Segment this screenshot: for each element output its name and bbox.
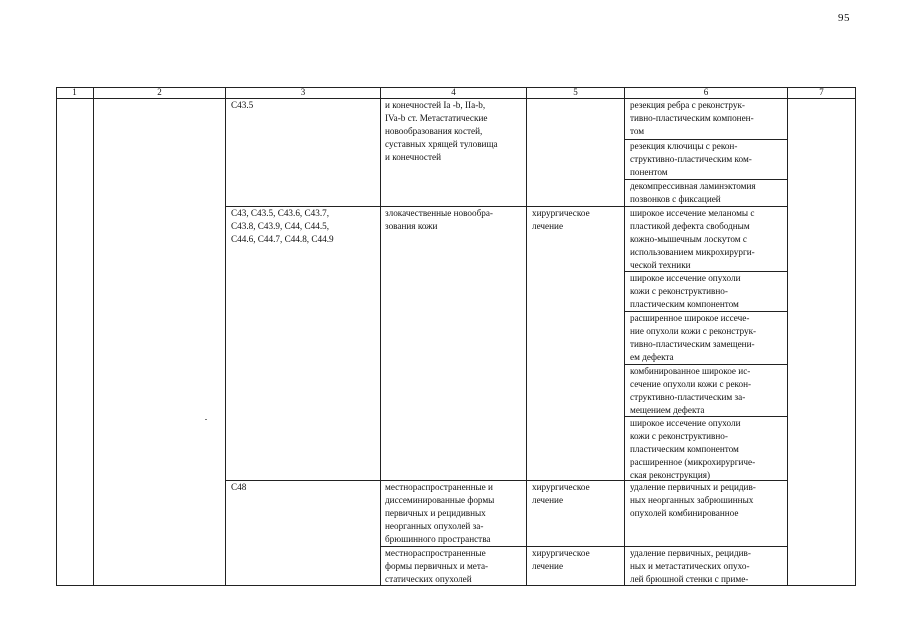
col-header-2: 2 bbox=[157, 87, 162, 97]
cell-diagnosis: злокачественные новообра- зования кожи bbox=[385, 208, 493, 231]
cell-treatment: хирургическое лечение bbox=[532, 208, 590, 231]
cell-diagnosis: местнораспространенные и диссеминированные формы первичных и рецидивных неорганных опухолей за- брюшинного пространства bbox=[385, 482, 495, 544]
col-header-7: 7 bbox=[819, 87, 824, 97]
col-header-1: 1 bbox=[72, 87, 77, 97]
cell-treatment: хирургическое лечение bbox=[532, 482, 590, 505]
cell-method: широкое иссечение меланомы с пластикой дефекта свободным кожно-мышечным лоскутом с использованием микрохирурги- ческой техники bbox=[630, 208, 755, 270]
col-divider-1 bbox=[93, 87, 94, 586]
col-divider-2 bbox=[225, 87, 226, 586]
medical-table bbox=[56, 87, 856, 586]
cell-method: резекция ребра с реконструк- тивно-пластическим компонен- том bbox=[630, 100, 754, 136]
cell-code: C43.5 bbox=[231, 100, 254, 110]
scan-speck bbox=[205, 419, 207, 420]
table-border-right bbox=[855, 87, 856, 586]
cell-diagnosis: и конечностей Ia -b, IIa-b, IVa-b ст. Метастатические новообразования костей, суставных хрящей туловища и конечностей bbox=[385, 100, 498, 162]
cell-diagnosis: местнораспространенные формы первичных и мета- статических опухолей bbox=[385, 548, 489, 584]
col-header-6: 6 bbox=[703, 87, 709, 97]
cell-code: C48 bbox=[231, 482, 247, 492]
cell-method: резекция ключицы с рекон- структивно-пластическим ком- понентом bbox=[630, 141, 752, 177]
col-divider-4 bbox=[526, 87, 527, 586]
cell-method: декомпрессивная ламинэктомия позвонков с фиксацией bbox=[630, 181, 756, 204]
cell-method: удаление первичных, рецидив- ных и метастатических опухо- лей брюшной стенки с приме- bbox=[630, 548, 751, 584]
cell-code: C43, C43.5, C43.6, C43.7, C43.8, C43.9, C44, C44.5, C44.6, C44.7, C44.8, C44.9 bbox=[231, 208, 334, 244]
col-header-5: 5 bbox=[573, 87, 578, 97]
cell-treatment: хирургическое лечение bbox=[532, 548, 590, 571]
col-divider-6 bbox=[787, 87, 788, 586]
col-divider-3 bbox=[380, 87, 381, 586]
cell-method: расширенное широкое иссече- ние опухоли кожи с реконструк- тивно-пластическим замещени- ем дефекта bbox=[630, 313, 757, 362]
cell-method: широкое иссечение опухоли кожи с реконструктивно- пластическим компонентом расширенное (микрохирургиче- ская реконструкция) bbox=[630, 418, 756, 480]
col-header-3: 3 bbox=[300, 87, 306, 97]
page-number: 95 bbox=[838, 12, 850, 24]
cell-method: удаление первичных и рецидив- ных неорганных забрюшинных опухолей комбинированное bbox=[630, 482, 756, 518]
cell-method: комбинированное широкое ис- сечение опухоли кожи с рекон- структивно-пластическим за- мещением дефекта bbox=[630, 366, 752, 415]
cell-method: широкое иссечение опухоли кожи с реконструктивно- пластическим компонентом bbox=[630, 273, 741, 309]
col-header-4: 4 bbox=[451, 87, 456, 97]
table-border-left bbox=[56, 87, 57, 586]
col-divider-5 bbox=[624, 87, 625, 586]
